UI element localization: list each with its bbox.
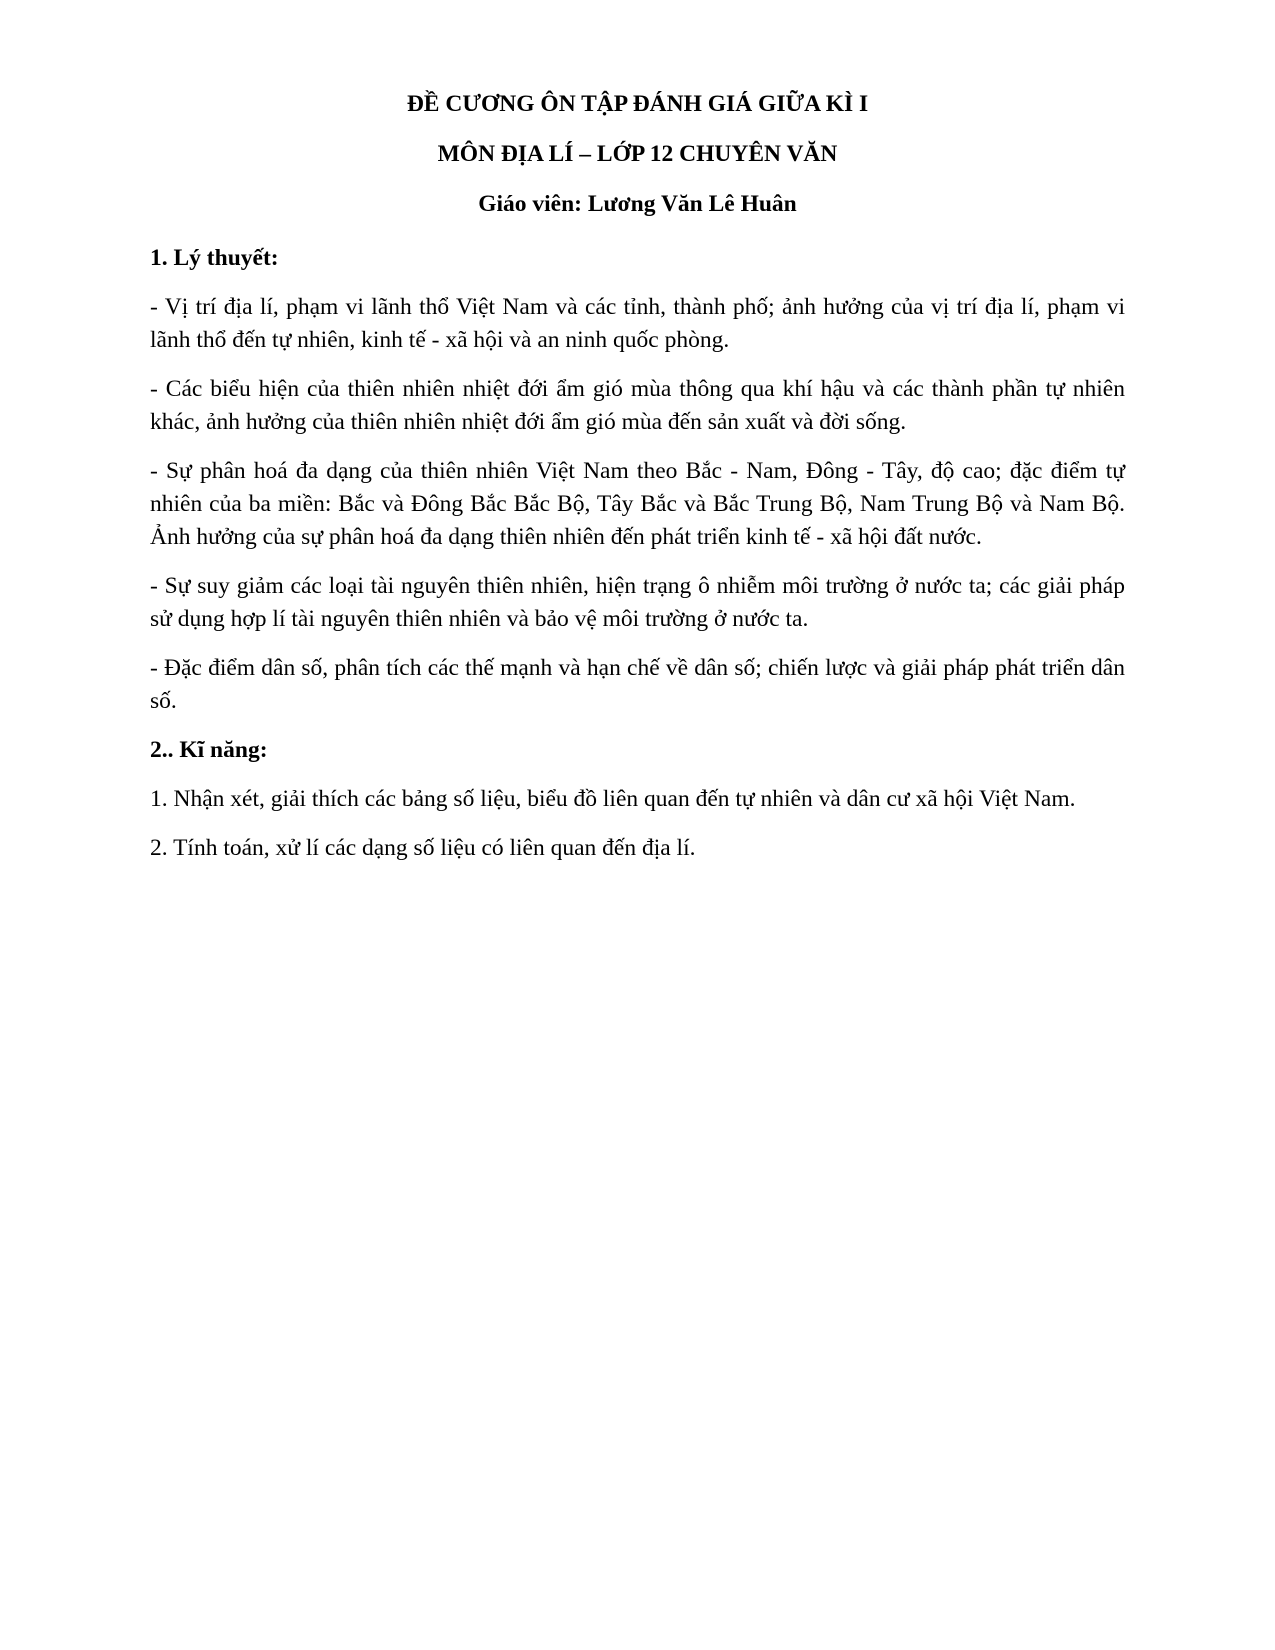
section-heading-skills: 2.. Kĩ năng: [150, 737, 268, 763]
skill-item: 1. Nhận xét, giải thích các bảng số liệu, biểu đồ liên quan đến tự nhiên và dân cư xã hội Việt Nam. [150, 786, 1076, 812]
document-title: ĐỀ CƯƠNG ÔN TẬP ĐÁNH GIÁ GIỮA KÌ I [406, 91, 869, 117]
theory-item: - Sự phân hoá đa dạng của thiên nhiên Việt Nam theo Bắc - Nam, Đông - Tây, độ cao; đặc điểm tự nhiên của ba miền: Bắc và Đông Bắc Bắc Bộ, Tây Bắc và Bắc Trung Bộ, Nam Trung Bộ và Nam Bộ. Ảnh hưởng của sự phân hoá đa dạng thiên nhiên đến phát triển kinh tế - xã hội đất nước. [150, 458, 1125, 550]
theory-item: - Các biểu hiện của thiên nhiên nhiệt đới ẩm gió mùa thông qua khí hậu và các thành phần tự nhiên khác, ảnh hưởng của thiên nhiên nhiệt đới ẩm gió mùa đến sản xuất và đời sống. [150, 376, 1125, 435]
theory-item: - Vị trí địa lí, phạm vi lãnh thổ Việt Nam và các tỉnh, thành phố; ảnh hưởng của vị trí địa lí, phạm vi lãnh thổ đến tự nhiên, kinh tế - xã hội và an ninh quốc phòng. [150, 294, 1125, 353]
document-subtitle: MÔN ĐỊA LÍ – LỚP 12 CHUYÊN VĂN [437, 141, 838, 167]
section-heading-theory: 1. Lý thuyết: [150, 245, 279, 271]
skill-item: 2. Tính toán, xử lí các dạng số liệu có liên quan đến địa lí. [150, 835, 696, 861]
theory-item: - Sự suy giảm các loại tài nguyên thiên nhiên, hiện trạng ô nhiễm môi trường ở nước ta; các giải pháp sử dụng hợp lí tài nguyên thiên nhiên và bảo vệ môi trường ở nước ta. [150, 573, 1125, 632]
document-body [150, 242, 1125, 881]
theory-item: - Đặc điểm dân số, phân tích các thế mạnh và hạn chế về dân số; chiến lược và giải pháp phát triển dân số. [150, 655, 1125, 714]
title-block [150, 88, 1125, 238]
teacher-name: Giáo viên: Lương Văn Lê Huân [478, 191, 797, 217]
